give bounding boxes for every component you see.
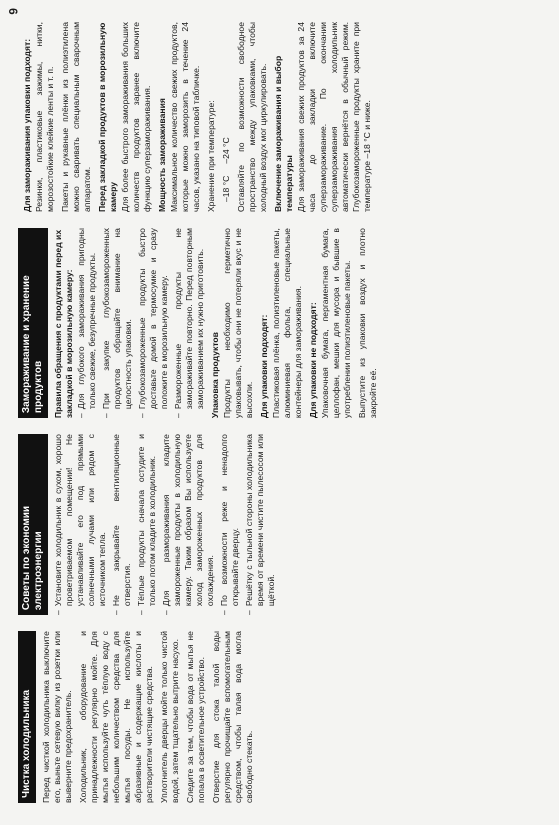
paragraph: Резинки, пластиковые зажимы, нитки, морозостойкие клейкие ленты и т. п. bbox=[34, 22, 55, 213]
columns bbox=[18, 22, 545, 803]
subheading: Включение замораживания и выбор температуры bbox=[273, 55, 294, 213]
temperature-values bbox=[221, 22, 232, 212]
subheading: Перед закладкой продуктов в морозильную камеру bbox=[97, 22, 118, 213]
paragraph: Отверстие для стока талой воды регулярно прочищайте вспомогательным средством, чтобы талая вода могла свободно стекать. bbox=[211, 631, 254, 803]
temp-value: –18 °C bbox=[221, 175, 231, 203]
list-item: – Для глубокого замораживания пригодны только свежие, безупречные продукты. bbox=[76, 228, 98, 418]
paragraph: Перед чисткой холодильника выключите его, выньте сетевую вилку из розетки или выверните предохранитель. bbox=[41, 631, 73, 803]
list-item: – Не закрывайте вентиляционные отверстия. bbox=[111, 434, 133, 615]
paragraph: Для замораживания свежих продуктов за 24 часа до закладки включите суперзамораживание. По окончании суперзамораживания холодильник автоматически вернётся в обычный режим. Глубокозамороженные продукты храните при температуре –18 °C и ниже. bbox=[296, 22, 372, 213]
list-item: – По возможности реже и ненадолго открывайте дверцу. bbox=[219, 434, 241, 615]
subheading: Для замораживания упаковки подходят: bbox=[22, 38, 32, 213]
subheading: Правила обращения с продуктами перед их закладкой в морозильную камеру: bbox=[53, 229, 74, 419]
temp-value: –24 °C bbox=[221, 137, 231, 164]
paragraph: Для более быстрого замораживания больших количеств продуктов заранее включите функцию суперзамораживания. bbox=[120, 22, 152, 213]
section-heading-cleaning: Чистка холодильника bbox=[18, 631, 36, 803]
paragraph: Холодильник, оборудование и принадлежности регулярно мойте. Для мытья используйте чуть тёплую воду с небольшим количеством средства для мытья посуды. Не используйте абразивные и содержащие кислоты и растворители чистящие средства. bbox=[78, 631, 154, 803]
list-item: – Тёплые продукты сначала остудите и только потом кладите в холодильник. bbox=[136, 434, 158, 615]
list-item: – Глубокозамороженные продукты быстро доставьте домой в термосумке и сразу положите в морозильную камеру. bbox=[137, 228, 170, 418]
page-number: 6 bbox=[6, 8, 20, 15]
column-freezing bbox=[18, 228, 545, 418]
paragraph: Следите за тем, чтобы вода от мытья не попала в осветительное устройство. bbox=[185, 631, 206, 803]
subheading: Мощность замораживания bbox=[157, 98, 167, 213]
paragraph: Продукты необходимо герметично упаковывать, чтобы они не потеряли вкус и не высохли. bbox=[222, 228, 254, 419]
paragraph: Пластиковая плёнка, полиэтиленовые пакеты, алюминиевая фольга, специальные контейнеры для замораживания. bbox=[271, 228, 303, 419]
subheading: Для упаковки подходят: bbox=[259, 314, 269, 419]
paragraph: Выпустите из упаковки воздух и плотно закройте её. bbox=[357, 228, 378, 419]
paragraph: Максимальное количество свежих продуктов, которые можно заморозить в течение 24 часов, указано на типовой табличке. bbox=[169, 22, 201, 213]
paragraph: Оставляйте по возможности свободное пространство между упаковками, чтобы холодный воздух мог циркулировать. bbox=[236, 22, 268, 213]
list-item: – Решётку с тыльной стороны холодильника время от времени чистите пылесосом или щёткой. bbox=[244, 434, 277, 615]
rules-list bbox=[76, 228, 206, 418]
list-item: – При закупке глубокозамороженных продуктов обращайте внимание на целостность упаковки. bbox=[101, 228, 134, 418]
column-cleaning bbox=[18, 631, 545, 803]
subheading: Упаковка продуктов bbox=[210, 332, 220, 419]
paragraph: Уплотнитель дверцы мойте только чистой водой, затем тщательно вытрите насухо. bbox=[159, 631, 180, 803]
column-freezing-cont bbox=[18, 22, 545, 212]
temp-label: Хранение при температуре: bbox=[206, 100, 216, 213]
section-heading-energy: Советы по экономии электроэнергии bbox=[18, 434, 48, 615]
list-item: – Установите холодильник в сухом, хорошо проветриваемом помещении! Не устанавливайте его под прямыми солнечными лучами или рядом с источником тепла. bbox=[53, 434, 108, 615]
section-heading-freezing: Замораживание и хранение продуктов bbox=[18, 228, 48, 418]
tips-list bbox=[53, 434, 277, 615]
paragraph: Упаковочная бумага, пергаментная бумага, целлофан, мешки для мусора и бывшие в употреблении полиэтиленовые пакеты. bbox=[320, 228, 352, 419]
list-item: – Для размораживания кладите замороженные продукты в холодильную камеру. Таким образом Вы используете холод замороженных продуктов для охлаждения. bbox=[161, 434, 216, 615]
paragraph: Пакеты и рукавные плёнки из полиэтилена можно сваривать специальным сварочным аппаратом. bbox=[60, 22, 92, 213]
list-item: – Размороженные продукты не замораживайте повторно. Перед повторным замораживанием их нужно приготовить. bbox=[173, 228, 206, 418]
column-energy-saving bbox=[18, 434, 545, 615]
subheading: Для упаковки не подходят: bbox=[308, 302, 318, 419]
